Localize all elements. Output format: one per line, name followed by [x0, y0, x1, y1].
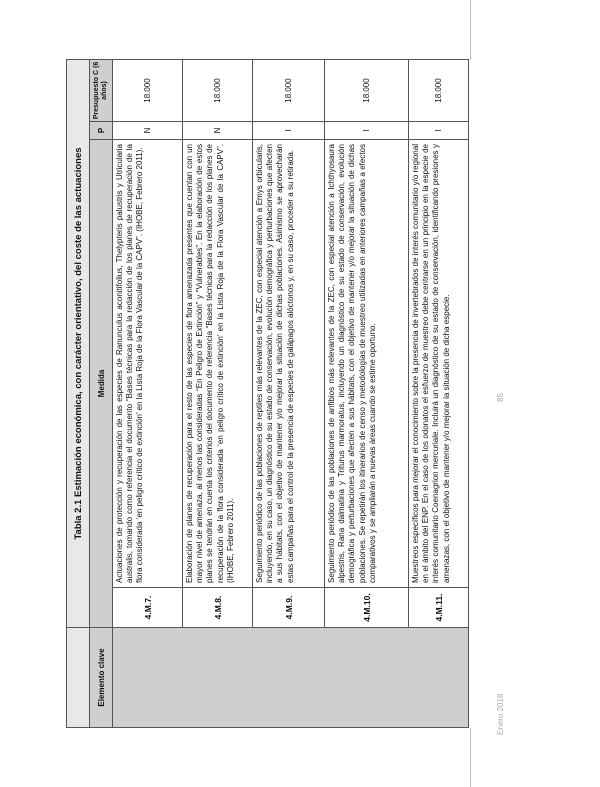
measure-priority: N — [183, 122, 253, 140]
measure-budget: 18.000 — [409, 60, 469, 122]
measure-description: Muestreos específicos para mejorar el conocimiento sobre la presencia de invertebrados de interés comunitario y/o regional en el ámbito del ENP. En el caso de los odonatos el esfuerzo de muestreo debe centrarse en un principio en la especie de interés comunitario Coenagrion mercuriale. Incluirá un diagnóstico de su estado de conservación, identificando presiones y amenazas, con el objetivo de mantener y/o mejorar la situación de dicha especie. — [409, 140, 469, 588]
rotated-table-container — [66, 60, 466, 728]
measure-budget: 18.000 — [183, 60, 253, 122]
measure-budget: 18.000 — [325, 60, 409, 122]
table-row — [253, 60, 325, 728]
table-row — [183, 60, 253, 728]
measure-priority: N — [113, 122, 183, 140]
elemento-clave-cell — [113, 628, 469, 728]
margin-rule-bottom — [470, 728, 471, 787]
header-elemento-clave: Elemento clave — [90, 628, 113, 728]
table-title: Tabla 2.1 Estimación económica, con carácter orientativo, del coste de las actuaciones — [67, 60, 90, 628]
table-row — [409, 60, 469, 728]
table-row — [113, 60, 183, 728]
margin-rule-top — [470, 0, 471, 60]
measure-description: Elaboración de planes de recuperación para el resto de las especies de flora amenazada presentes que cuentan con un mayor nivel de amenaza, al menos las consideradas “En Peligro de Extinción” y “Vulnerables”. En la elaboración de estos planes se tendrán en cuenta los criterios del documento de referencia “Bases técnicas para la redacción de los planes de recuperación de la flora considerada ‘en peligro crítico de extinción’ en la Lista Roja de la Flora Vascular de la CAPV”. (IHOBE, Febrero 2011). — [183, 140, 253, 588]
measure-priority: I — [325, 122, 409, 140]
header-budget: Presupuesto C (6 años) — [90, 60, 113, 122]
measure-code: 4.M.7. — [113, 588, 183, 628]
page-number: 85 — [496, 393, 505, 402]
measure-code: 4.M.11. — [409, 588, 469, 628]
measure-budget: 18.000 — [113, 60, 183, 122]
measure-priority: I — [253, 122, 325, 140]
measure-description: Seguimiento periódico de las poblaciones de anfibios más relevantes de la ZEC, con especial atención a Ichthyosaura alpestris, Rana dalmatina y Triturus marmoratus, incluyendo un diagnóstico de su estado de conservación, evolución demográfica y perturbaciones que afecten a sus hábitats, con el objetivo de mantener y/o mejorar la situación de dichas poblaciones. Se repetirán los itinerarios de censo y metodologías de muestreo utilizadas en anteriores campañas a efectos comparativos y se ampliarán a nuevas áreas cuando se estime oportuno. — [325, 140, 409, 588]
measure-priority: I — [409, 122, 469, 140]
header-priority: P — [90, 122, 113, 140]
cost-estimation-table — [66, 59, 469, 728]
measure-description: Seguimiento periódico de las poblaciones de reptiles más relevantes de la ZEC, con especial atención a Emys orbicularis, incluyendo, en su caso, un diagnóstico de su estado de conservación, evolución demográfica y perturbaciones que afecten a sus hábitats, con el objetivo de mantener y/o mejorar la situación de dichas poblaciones. Asimismo se aprovecharán estas campañas para el control de la presencia de especies de galápagos alóctonos y, en su caso, proceder a su retirada. — [253, 140, 325, 588]
measure-description: Actuaciones de protección y recuperación de las especies de Ranunculus aconitifolius, Thelypteris palustris y Utricularia australis, tomando como referencia el documento “Bases técnicas para la redacción de los planes de recuperación de la flora considerada ‘en peligro crítico de extinción’ en la Lista Roja de la Flora Vascular de la CAPV”. (IHOBE, Febrero 2011). — [113, 140, 183, 588]
measure-code: 4.M.10. — [325, 588, 409, 628]
measure-budget: 18.000 — [253, 60, 325, 122]
header-medida: Medida — [90, 140, 113, 628]
measure-code: 4.M.8. — [183, 588, 253, 628]
table-row — [325, 60, 409, 728]
footer-date: Enero 2018 — [496, 693, 505, 735]
measure-code: 4.M.9. — [253, 588, 325, 628]
